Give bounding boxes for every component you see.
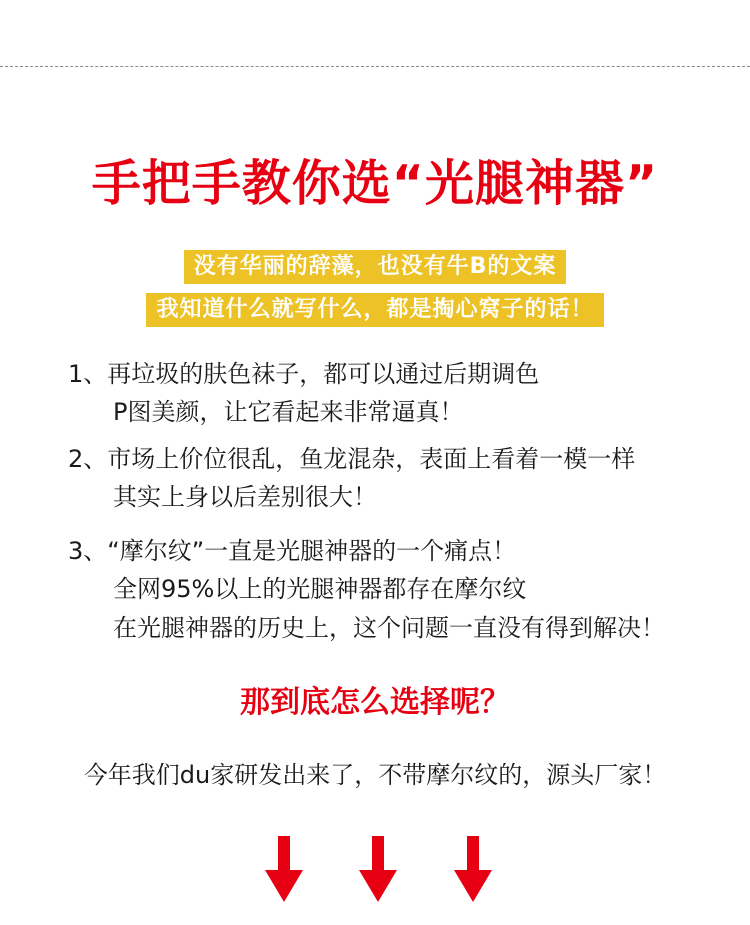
question-heading: 那到底怎么选择呢？ — [240, 685, 510, 720]
summary-text: 今年我们du家研发出来了，不带摩尔纹的，源头厂家！ — [83, 761, 667, 789]
down-arrow-icon — [454, 836, 492, 902]
banner-2-text: 我知道什么就写什么，都是掏心窝子的话！ — [146, 293, 603, 327]
point-2 — [68, 440, 635, 478]
dashed-divider — [0, 66, 750, 67]
banner-2 — [0, 293, 750, 327]
point-3-line-2: 全网95%以上的光腿神器都存在摩尔纹 — [113, 575, 527, 603]
down-arrow-icon — [359, 836, 397, 902]
banner-1 — [0, 250, 750, 284]
point-1-number: 1、 — [68, 360, 108, 388]
down-arrow-icon — [265, 836, 303, 902]
point-3 — [68, 532, 516, 570]
point-2-line-1: 市场上价位很乱，鱼龙混杂，表面上看着一模一样 — [107, 445, 636, 473]
point-2-number: 2、 — [68, 445, 108, 473]
point-3-number: 3、 — [68, 537, 108, 565]
point-1-line-1: 再垃圾的肤色袜子，都可以通过后期调色 — [107, 360, 540, 388]
point-3-line-3: 在光腿神器的历史上，这个问题一直没有得到解决！ — [113, 614, 665, 642]
point-3-line-1: “摩尔纹”一直是光腿神器的一个痛点！ — [107, 537, 517, 565]
page-title: 手把手教你选“光腿神器” — [91, 155, 659, 212]
point-1 — [68, 355, 539, 393]
banner-1-text: 没有华丽的辞藻，也没有牛B的文案 — [184, 250, 567, 284]
point-2-line-2: 其实上身以后差别很大！ — [113, 483, 377, 511]
point-1-line-2: P图美颜，让它看起来非常逼真！ — [113, 398, 464, 426]
